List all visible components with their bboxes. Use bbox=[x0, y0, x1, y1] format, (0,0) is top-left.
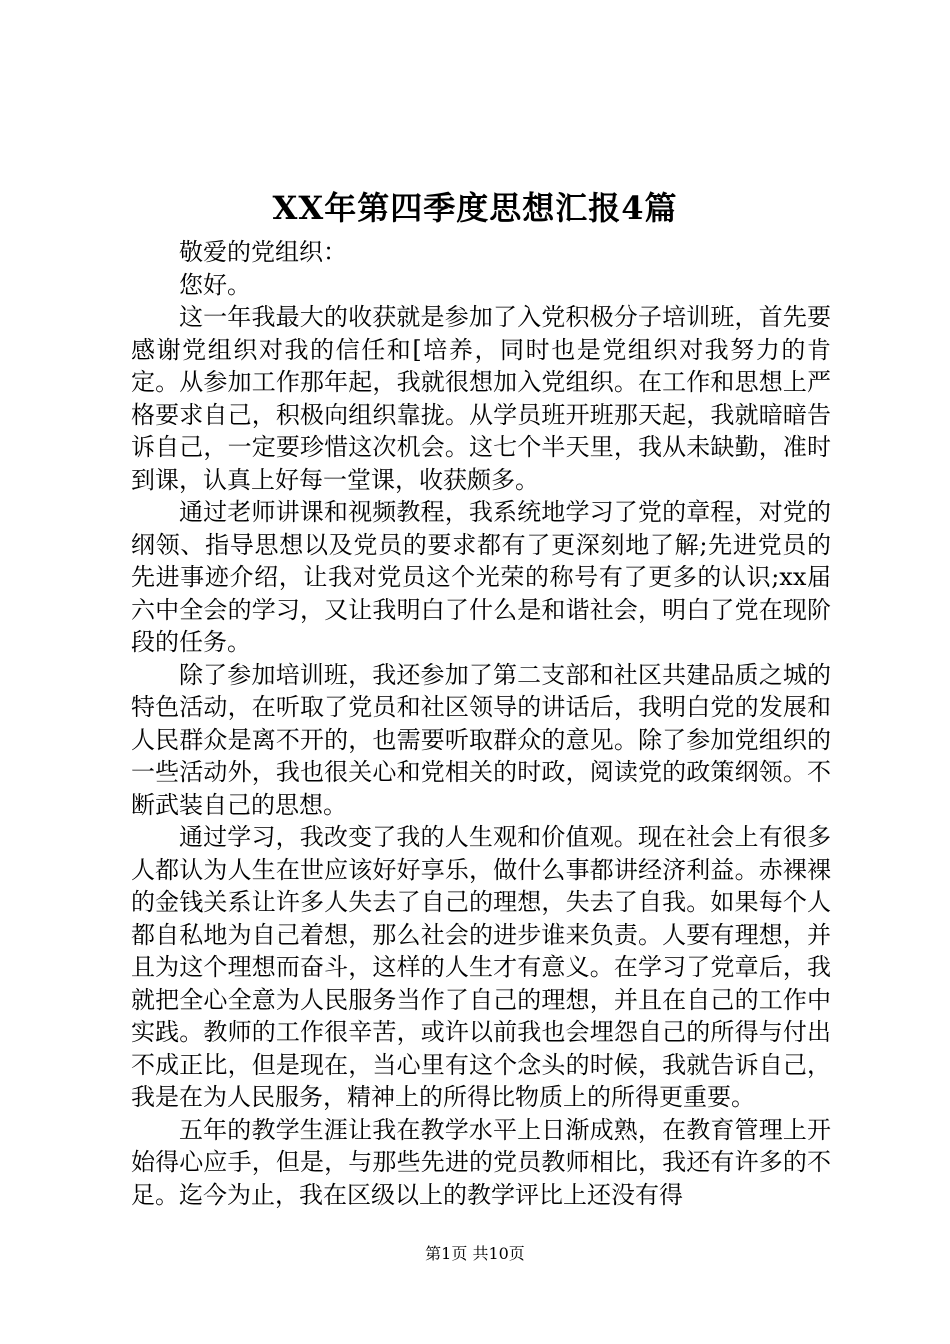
paragraph: 五年的教学生涯让我在教学水平上日渐成熟，在教育管理上开始得心应手，但是，与那些先进的党员教师相比，我还有许多的不足。迄今为止，我在区级以上的教学评比上还没有得 bbox=[131, 1115, 831, 1209]
paragraph: 这一年我最大的收获就是参加了入党积极分子培训班，首先要感谢党组织对我的信任和[培养，同时也是党组织对我努力的肯定。从参加工作那年起，我就很想加入党组织。在工作和思想上严格要求自己，积极向组织靠拢。从学员班开班那天起，我就暗暗告诉自己，一定要珍惜这次机会。这七个半天里，我从未缺勤，准时到课，认真上好每一堂课，收获颇多。 bbox=[131, 303, 831, 494]
paragraph: 除了参加培训班，我还参加了第二支部和社区共建品质之城的特色活动，在听取了党员和社区领导的讲话后，我明白党的发展和人民群众是离不开的，也需要听取群众的意见。除了参加党组织的一些活动外，我也很关心和党相关的时政，阅读党的政策纲领。不断武装自己的思想。 bbox=[131, 660, 831, 819]
paragraph: 通过老师讲课和视频教程，我系统地学习了党的章程，对党的纲领、指导思想以及党员的要求都有了更深刻地了解;先进党员的先进事迹介绍，让我对党员这个光荣的称号有了更多的认识;xx届六中全会的学习，又让我明白了什么是和谐社会，明白了党在现阶段的任务。 bbox=[131, 498, 831, 656]
greeting: 您好。 bbox=[179, 270, 251, 299]
paragraph: 通过学习，我改变了我的人生观和价值观。现在社会上有很多人都认为人生在世应该好好享乐，做什么事都讲经济利益。赤裸裸的金钱关系让许多人失去了自己的理想，失去了自我。如果每个人都自私地为自己着想，那么社会的进步谁来负责。人要有理想，并且为这个理想而奋斗，这样的人生才有意义。在学习了党章后，我就把全心全意为人民服务当作了自己的理想，并且在自己的工作中实践。教师的工作很辛苦，或许以前我也会埋怨自己的所得与付出不成正比，但是现在，当心里有这个念头的时候，我就告诉自己，我是在为人民服务，精神上的所得比物质上的所得更重要。 bbox=[131, 823, 831, 1111]
document-title: XX年第四季度思想汇报4篇 bbox=[272, 189, 678, 227]
salutation: 敬爱的党组织： bbox=[179, 238, 347, 266]
page-number-footer: 第1页 共10页 bbox=[425, 1244, 525, 1263]
document-body bbox=[131, 236, 831, 1211]
